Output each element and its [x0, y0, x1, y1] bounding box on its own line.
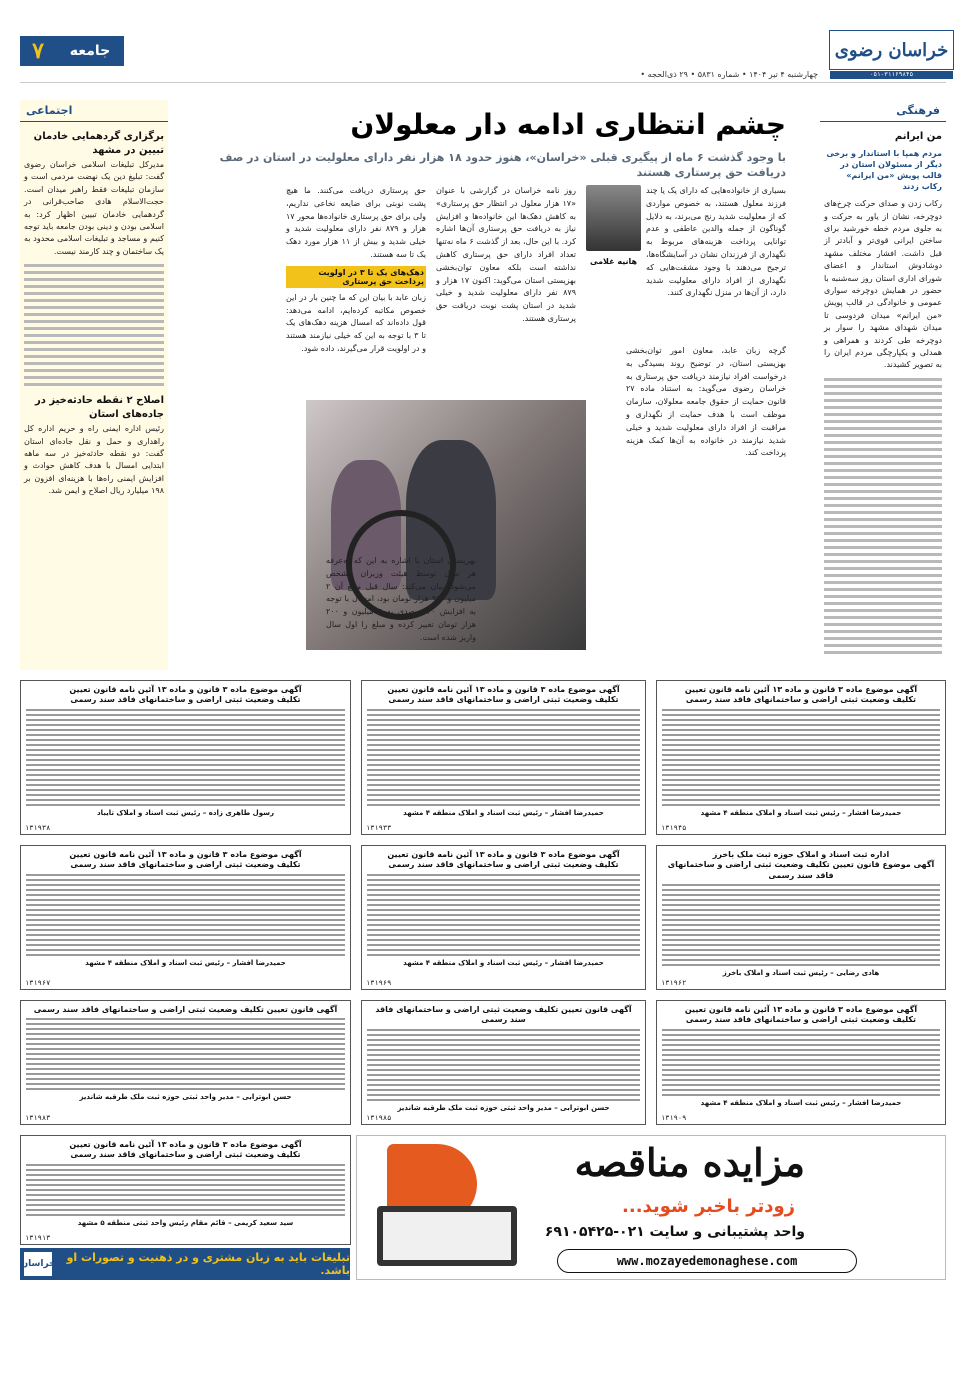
notice-title: آگهی موضوع ماده ۳ قانون و ماده ۱۳ آئین نامه قانون تعیین: [387, 850, 620, 859]
notice-subtitle: تکلیف وضعیت ثبتی اراضی و ساختمانهای فاقد سند رسمی: [685, 1015, 917, 1025]
page-header: [0, 0, 966, 80]
notice-number: ۱۳۱۹۸۳: [25, 1114, 51, 1122]
article-deck: با وجود گذشت ۶ ماه از پیگیری قبلی «خراسان»، هنوز حدود ۱۸ هزار نفر دارای معلولیت در استان در صف دریافت حق پرستاری هستند: [219, 150, 786, 179]
legal-notice: [656, 680, 946, 835]
news-headline-1: برگزاری گردهمایی خادمان تبیین در مشهد: [33, 131, 164, 156]
notice-number: ۱۳۱۹۸۵: [366, 1114, 392, 1122]
text-placeholder-lines: [20, 264, 168, 386]
notice-number: ۱۳۱۹۶۲: [661, 979, 687, 987]
notice-subtitle: تکلیف وضعیت ثبتی اراضی و ساختمانهای فاقد سند رسمی: [70, 1150, 301, 1160]
promo-url[interactable]: www.mozayedemonaghese.com: [557, 1249, 857, 1273]
notice-body-lines: [662, 884, 940, 966]
notice-number: ۱۳۱۹۱۳: [25, 1234, 51, 1242]
laptop-icon: [377, 1206, 517, 1266]
notice-signature: حمیدرضا افشار – رئیس ثبت اسناد و املاک منطقه ۴ مشهد: [700, 1098, 902, 1107]
intro-text: بسیاری از خانواده‌هایی که دارای یک یا چند فرزند معلول هستند، به خصوص مواردی که از معلولیت شدید رنج می‌برند، به دلایل گوناگون از جمله والدین عاطفی و عدم توانایی پرداخت هزینه‌های مربوط به نگهداری از فرزندان نشان در آسایشگاه‌ها، ترجیح می‌دهند با وجود مشقت‌هایی که نگهداری از افراد دارای معلولیت شدید دارد، از آن‌ها در منزل نگهداری کنند.: [646, 186, 786, 298]
notice-title: آگهی موضوع ماده ۳ قانون و ماده ۱۳ آئین نامه قانون تعیین: [684, 685, 918, 694]
news-body-2: رئیس اداره ایمنی راه و حریم اداره کل راهداری و حمل و نقل جاده‌ای استان گفت: دو نقطه حادثه‌خیز در سه ماهه ابتدایی امسال با هدف کاهش حوادث و افزایش ایمنی راه‌ها با هزینه‌ای افزون بر ۱۹۸ میلیارد ریال اصلاح و ایمن شد.: [24, 424, 164, 496]
column-3b-text: زبان عابد با بیان این که ما چنین بار در این خصوص مکاتبه کرده‌ایم، ادامه می‌دهد: قول داده‌اند که امسال هزینه دهک‌های یک تا ۳ با توجه به این که خیلی نیازمند هستند و در اولویت قرار می‌گیرند، داده شود.: [286, 292, 426, 353]
notice-body-lines: [662, 1029, 940, 1096]
promo-phone: واحد پشتیبانی و سایت ۰۲۱-۶۹۱۰۵۴۲۵: [544, 1224, 805, 1240]
notice-signature: حمیدرضا افشار – رئیس ثبت اسناد و املاک منطقه ۴ مشهد: [403, 808, 604, 817]
article-column-5: [626, 345, 786, 460]
main-article: [180, 100, 786, 670]
news-headline-2: اصلاح ۲ نقطه حادثه‌خیز در جاده‌های استان: [35, 395, 164, 420]
header-divider: [20, 82, 946, 83]
notice-title: آگهی موضوع ماده ۳ قانون و ماده ۱۳ آئین نامه قانون تعیین: [69, 850, 302, 859]
notice-subtitle: تکلیف وضعیت ثبتی اراضی و ساختمانهای فاقد سند رسمی: [388, 695, 619, 705]
section-tag: [20, 36, 126, 66]
notice-number: ۱۳۱۹۴۵: [661, 824, 687, 832]
article-column-2: [436, 185, 576, 326]
text-placeholder-lines: [820, 378, 946, 654]
notice-title: آگهی قانون تعیین تکلیف وضعیت ثبتی اراضی و ساختمانهای فاقد سند رسمی: [33, 1005, 338, 1014]
column-3-text: حق پرستاری دریافت می‌کنند. ما هیچ پشت نوبتی برای ضایعه نخاعی نداریم، ولی برای حق پرستاری خانواده‌ها محور ۱۷ هزار و ۸۷۹ نفر دارای معلولیت شدید و خیلی شدید و بیش از ۱۱ هزار مورد دهک یک تا سه هستند.: [286, 186, 426, 259]
legal-notice: [656, 1000, 946, 1125]
column-lead: مردم همپا با استاندار و برخی دیگر از مسئولان استان در قالب پویش «من ایرانم» رکاب زدند: [826, 148, 942, 192]
social-column: [20, 100, 168, 670]
issue-info: چهارشنبه ۴ تیر ۱۴۰۴ • شماره ۵۸۳۱ • ۲۹ ذی‌الحجه •: [640, 70, 818, 79]
legal-notice: [361, 1000, 646, 1125]
column-label: فرهنگی: [820, 100, 946, 122]
news-body-1: مدیرکل تبلیغات اسلامی خراسان رضوی گفت: تبلیغ دین یک نهضت مردمی است و سازمان تبلیغات فقط راهبر میدان است. حجت‌الاسلام هادی صاحب‌قرانی در گردهمایی خادمان تبیین اظهار کرد: به اسلامی بودن و دینی بودن جامعه باید توجه کنیم و مساجد و تبلیغات اسلامی محدود به یک ساختمان و چند کارمند نیست.: [24, 160, 164, 256]
notice-signature: حسن ابوترابی – مدیر واحد ثبتی حوزه ثبت ملک طرقبه شاندیز: [79, 1093, 292, 1102]
notice-signature: حمیدرضا افشار – رئیس ثبت اسناد و املاک منطقه ۴ مشهد: [85, 958, 286, 967]
promo-title: مزایده مناقصه: [574, 1140, 805, 1185]
newspaper-logo[interactable]: [829, 30, 954, 78]
notice-body-lines: [26, 1018, 345, 1090]
section-name: جامعه: [56, 36, 124, 66]
notice-number: ۱۳۱۹۶۹: [366, 979, 392, 987]
notice-body-lines: [26, 709, 345, 806]
advertising-tip-banner: [20, 1248, 350, 1280]
legal-notice: [656, 845, 946, 990]
page-number: ۷: [20, 36, 56, 66]
notice-body-lines: [367, 1029, 640, 1101]
column-5-text: گرچه زبان عابد، معاون امور توان‌بخشی بهزیستی استان، در توضیح روند بسیدگی به درخواست افراد نیازمند دریافت حق پرستاری به خراسان رضوی می‌گوید: به استناد ماده ۲۷ قانون حمایت از حقوق جامعه معلولان، سازمان موظف است با هدف حمایت از نگهداری و مراقبت از افراد دارای معلولیت شدید و خیلی شدید نیازمند در خانواده به آن‌ها کمک هزینه پرداخت کند.: [626, 346, 786, 458]
notice-subtitle: تکلیف وضعیت ثبتی اراضی و ساختمانهای فاقد سند رسمی: [685, 695, 917, 705]
notice-body-lines: [367, 874, 640, 956]
legal-notice: [20, 1135, 351, 1245]
subhead-highlight: دهک‌های یک تا ۳ در اولویت پرداخت حق پرستاری: [286, 266, 426, 288]
author-name: هانیه غلامی: [589, 257, 638, 266]
culture-column: [820, 100, 946, 670]
logo-text: خراسان رضوی: [834, 39, 949, 61]
column-label: اجتماعی: [20, 100, 168, 122]
notice-body-lines: [662, 709, 940, 806]
notice-title: آگهی موضوع ماده ۳ قانون و ماده ۱۳ آئین نامه قانون تعیین: [69, 685, 302, 694]
column-headline: من ایرانم: [894, 131, 942, 142]
notice-number: ۱۳۱۹۰۹: [661, 1114, 687, 1122]
article-header: [180, 100, 786, 180]
legal-notice: [361, 845, 646, 990]
legal-notice: [361, 680, 646, 835]
column-body: رکاب زدن و صدای حرکت چرخ‌های دوچرخه، نشان از یاور به حرکت و به جلوی مردم خطه خورشید برای ساختن ایرانی قوی‌تر و آبادتر از قبل داشت. افشار مختلف مشهد دوشادوش استاندار و اعضای شورای اداری استان روز سه‌شنبه با حضور در همایش دوچرخه سواری عمومی و خانوادگی در قالب پویش «من ایرانم» میدان فردوسی تا میدان شهدای مشهد را سوار بر دوچرخه طی کردند و همراهی و همدلی و یکپارچگی مردم ایران را به تصویر کشیدند.: [824, 199, 942, 370]
column-2-text: روز نامه خراسان در گزارشی با عنوان «۱۷ هزار معلول در انتظار حق پرستاری» به کاهش دهک‌ها این خانواده‌ها و افزایش نیاز به دریافت حق پرستاری آن‌ها اشاره کرد. با این حال، بعد از گذشت ۶ ماه نه‌تنها تعداد افراد دارای حق پرستاری کاهش نداشته است بلکه معاون توان‌بخشی بهزیستی استان می‌گوید: اکنون ۱۷ هزار و ۸۷۹ نفر دارای معلولیت شدید و خیلی شدید در استان پشت نوبت دریافت حق پرستاری هستند.: [436, 186, 577, 323]
article-column-4: [326, 555, 476, 645]
notice-signature: حمیدرضا افشار – رئیس ثبت اسناد و املاک منطقه ۴ مشهد: [403, 958, 604, 967]
notice-title: اداره ثبت اسناد و املاک حوزه ثبت ملک باخرز: [712, 850, 890, 859]
banner-logo: خراسان: [24, 1252, 52, 1276]
notice-subtitle: تکلیف وضعیت ثبتی اراضی و ساختمانهای فاقد سند رسمی: [70, 695, 301, 705]
notice-number: ۱۳۱۹۳۸: [25, 824, 51, 832]
promo-subtitle: زودتر باخبر شوید...: [622, 1196, 795, 1217]
notice-signature: سید سعید کریمی – قائم مقام رئیس واحد ثبتی منطقه ۵ مشهد: [77, 1218, 294, 1227]
notice-subtitle: آگهی موضوع قانون تعیین تکلیف وضعیت ثبتی اراضی و ساختمانهای فاقد سند رسمی: [667, 860, 935, 880]
notice-number: ۱۳۱۹۳۳: [366, 824, 392, 832]
article-headline: چشم انتظاری ادامه دار معلولان: [350, 108, 786, 141]
notice-signature: رسول طاهری زاده – رئیس ثبت اسناد و املاک تایباد: [96, 808, 274, 817]
notice-title: آگهی موضوع ماده ۳ قانون و ماده ۱۳ آئین نامه قانون تعیین: [387, 685, 620, 694]
legal-notice: [20, 845, 351, 990]
notice-signature: حسن ابوترابی – مدیر واحد ثبتی حوزه ثبت ملک طرقبه شاندیز: [397, 1103, 610, 1112]
notice-signature: هادی رضایی – رئیس ثبت اسناد و املاک باخرز: [722, 969, 880, 978]
legal-notice: [20, 1000, 351, 1125]
notice-title: آگهی قانون تعیین تکلیف وضعیت ثبتی اراضی و ساختمانهای فاقد سند رسمی: [375, 1005, 632, 1025]
legal-notice: [20, 680, 351, 835]
notice-number: ۱۳۱۹۶۷: [25, 979, 51, 987]
notice-body-lines: [367, 709, 640, 806]
notice-title: آگهی موضوع ماده ۳ قانون و ماده ۱۳ آئین نامه قانون تعیین: [684, 1005, 918, 1014]
legal-notices-section: [20, 680, 946, 1280]
notice-body-lines: [26, 1164, 345, 1216]
notice-body-lines: [26, 874, 345, 956]
notice-title: آگهی موضوع ماده ۳ قانون و ماده ۱۳ آئین نامه قانون تعیین: [69, 1140, 302, 1149]
article-intro: [586, 185, 786, 335]
notice-signature: حمیدرضا افشار – رئیس ثبت اسناد و املاک منطقه ۴ مشهد: [700, 808, 902, 817]
author-photo: [586, 185, 641, 251]
auction-promo-ad[interactable]: [356, 1135, 946, 1280]
banner-text: تبلیغات باید به زبان مشتری و در ذهنیت و تصورات او باشد.: [66, 1251, 350, 1277]
notice-subtitle: تکلیف وضعیت ثبتی اراضی و ساختمانهای فاقد سند رسمی: [388, 860, 619, 870]
article-column-3: [286, 185, 426, 356]
logo-subline: ۰۵۱-۳۱۱۶۹۸۴۵: [830, 71, 953, 79]
column-4-text: بهزیستی استان با اشاره به این که به‌عرفه هر سال توسط هیئت وزیران مشخص می‌شود، بیان می‌کند: سال قبل مبلغ آن ۲ میلیون و ۹۴۰ هزار تومان بود، امسال با توجه به افزایش ۲۰ درصدی به ۴ میلیون و ۲۰۰ هزار تومان تغییر کرده و مبلغ را اول سال واریز شده است.: [326, 556, 476, 642]
notice-subtitle: تکلیف وضعیت ثبتی اراضی و ساختمانهای فاقد سند رسمی: [70, 860, 301, 870]
